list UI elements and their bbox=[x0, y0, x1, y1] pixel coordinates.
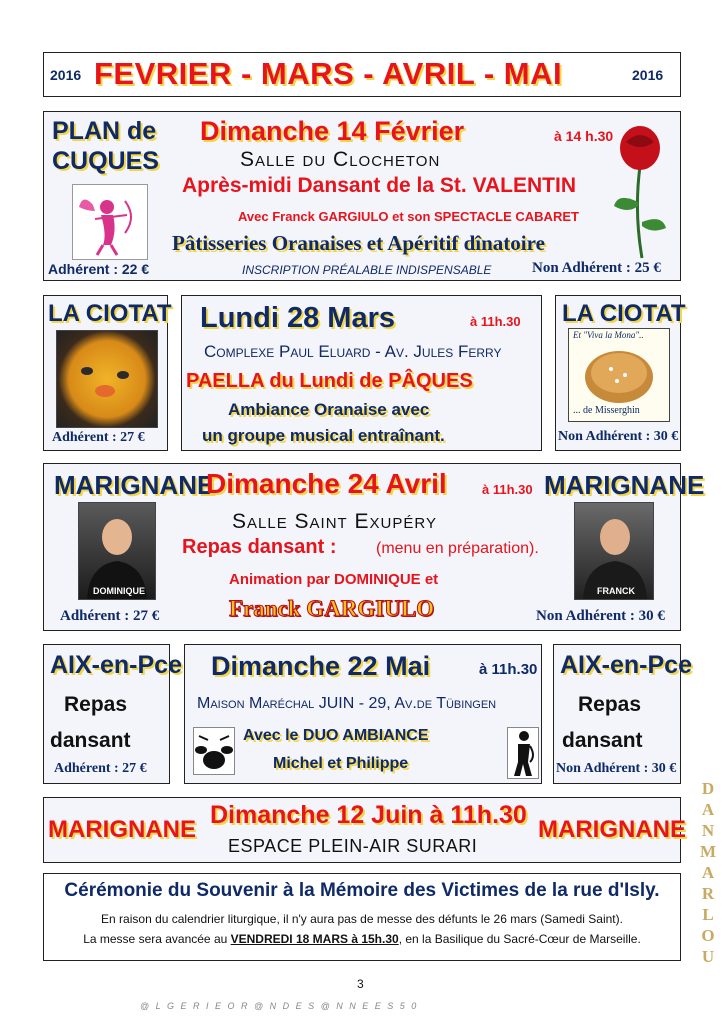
event-aix-right bbox=[553, 644, 692, 784]
member-price: Adhérent : 22 € bbox=[48, 261, 150, 277]
event-time: à 14 h.30 bbox=[554, 128, 614, 144]
person-icon bbox=[575, 503, 653, 599]
event-artist: Franck GARGIULO bbox=[229, 596, 435, 621]
cupid-image bbox=[72, 184, 148, 260]
event-venue: Salle Saint Exupéry bbox=[232, 510, 437, 533]
city-name-line1: PLAN de bbox=[52, 117, 157, 145]
event-venue: Salle du Clocheton bbox=[240, 148, 441, 171]
event-date: Dimanche 14 Février bbox=[200, 116, 465, 146]
event-band-members: Michel et Philippe bbox=[273, 755, 409, 772]
side-watermark: DANMARLOU bbox=[699, 779, 717, 966]
photo-franck bbox=[574, 502, 654, 600]
city-name-right: MARIGNANE bbox=[538, 816, 686, 843]
repas-label: Repas bbox=[578, 693, 642, 716]
dansant-label: dansant bbox=[562, 729, 643, 752]
event-plan-de-cuques bbox=[43, 111, 681, 281]
event-aix-center bbox=[184, 644, 542, 784]
event-band: Avec le DUO AMBIANCE bbox=[243, 727, 429, 744]
event-marignane-avril bbox=[43, 463, 705, 631]
member-price: Adhérent : 27 € bbox=[60, 608, 160, 624]
rose-icon bbox=[604, 122, 676, 260]
event-aix-left bbox=[43, 644, 182, 784]
ambiance-line2: un groupe musical entraînant. bbox=[202, 426, 445, 445]
page-title: FEVRIER - MARS - AVRIL - MAI bbox=[94, 56, 563, 91]
notice-line2 bbox=[44, 932, 680, 946]
mona-cake-image bbox=[568, 328, 670, 422]
photo-caption: DOMINIQUE bbox=[93, 586, 146, 596]
drum-kit-icon bbox=[194, 728, 234, 774]
event-time: à 11h.30 bbox=[482, 482, 533, 497]
event-food: Pâtisseries Oranaises et Apéritif dînatoire bbox=[172, 231, 545, 255]
city-name-left: MARIGNANE bbox=[48, 816, 196, 843]
city-name: AIX-en-Pce bbox=[50, 651, 182, 679]
member-price: Adhérent : 27 € bbox=[54, 761, 147, 776]
photo-caption: FRANCK bbox=[597, 586, 635, 596]
city-name-left: MARIGNANE bbox=[54, 470, 215, 500]
event-title-note: (menu en préparation). bbox=[376, 540, 539, 557]
city-name: AIX-en-Pce bbox=[560, 651, 692, 679]
city-name: LA CIOTAT bbox=[562, 300, 686, 327]
event-date: Dimanche 12 Juin à 11h.30 bbox=[210, 801, 527, 829]
notice-box bbox=[43, 873, 681, 961]
notice-line1: En raison du calendrier liturgique, il n'y aura pas de messe des défunts le 26 mars (Samedi Saint). bbox=[101, 912, 623, 926]
notice-date: VENDREDI 18 MARS à 15h.30 bbox=[230, 932, 399, 946]
event-date: Dimanche 24 Avril bbox=[206, 468, 447, 499]
event-animation: Animation par DOMINIQUE et bbox=[229, 571, 439, 588]
event-la-ciotat-right bbox=[555, 295, 686, 451]
event-time: à 11h.30 bbox=[479, 661, 538, 678]
rose-image bbox=[604, 122, 676, 260]
cake-caption-top: Et "Viva la Mona".. bbox=[573, 330, 644, 340]
event-title: Après-midi Dansant de la St. VALENTIN bbox=[182, 174, 577, 197]
nonmember-price: Non Adhérent : 30 € bbox=[558, 429, 679, 444]
event-time: à 11h.30 bbox=[470, 314, 521, 329]
notice-line2-end: , en la Basilique du Sacré-Cœur de Marseille. bbox=[398, 932, 641, 946]
city-name: LA CIOTAT bbox=[48, 300, 172, 327]
nonmember-price: Non Adhérent : 30 € bbox=[556, 761, 677, 776]
cupid-icon bbox=[73, 185, 147, 259]
city-name-line2: CUQUES bbox=[52, 147, 159, 175]
nonmember-price: Non Adhérent : 25 € bbox=[532, 260, 661, 276]
event-la-ciotat-center bbox=[181, 295, 542, 451]
year-left: 2016 bbox=[50, 67, 82, 83]
header-banner bbox=[43, 52, 681, 97]
member-price: Adhérent : 27 € bbox=[52, 430, 145, 445]
event-venue: Complexe Paul Eluard - Av. Jules Ferry bbox=[204, 342, 502, 361]
ambiance-line1: Ambiance Oranaise avec bbox=[228, 400, 430, 419]
footer-tagline: @ L G E R I E O R @ N D E S @ N N E E S 5 0 bbox=[140, 1001, 419, 1011]
event-guests: Avec Franck GARGIULO et son SPECTACLE CABARET bbox=[238, 209, 579, 224]
saxophone-image bbox=[507, 727, 539, 779]
saxophone-player-icon bbox=[508, 728, 538, 778]
photo-dominique bbox=[78, 502, 156, 600]
event-venue: ESPACE PLEIN-AIR SURARI bbox=[228, 836, 478, 856]
event-date: Dimanche 22 Mai bbox=[211, 651, 431, 681]
event-date: Lundi 28 Mars bbox=[200, 302, 395, 334]
page-number: 3 bbox=[357, 977, 364, 991]
person-icon bbox=[79, 503, 155, 599]
event-title: Repas dansant : bbox=[182, 536, 337, 558]
event-venue: Maison Maréchal JUIN - 29, Av.de Tübingen bbox=[197, 695, 497, 712]
cake-caption-bottom: ... de Misserghin bbox=[573, 405, 640, 416]
event-note: INSCRIPTION PRÉALABLE INDISPENSABLE bbox=[242, 263, 492, 277]
paella-icon bbox=[57, 331, 157, 427]
notice-line2-start: La messe sera avancée au bbox=[83, 932, 231, 946]
nonmember-price: Non Adhérent : 30 € bbox=[536, 608, 665, 624]
repas-label: Repas bbox=[64, 693, 128, 716]
city-name-right: MARIGNANE bbox=[544, 470, 705, 500]
event-la-ciotat-left bbox=[43, 295, 172, 451]
event-title: PAELLA du Lundi de PÂQUES bbox=[186, 370, 473, 392]
paella-image bbox=[56, 330, 158, 428]
drums-image bbox=[193, 727, 235, 775]
notice-title: Cérémonie du Souvenir à la Mémoire des Victimes de la rue d'Isly. bbox=[64, 880, 660, 901]
dansant-label: dansant bbox=[50, 729, 131, 752]
year-right: 2016 bbox=[632, 67, 664, 83]
event-marignane-juin bbox=[43, 797, 686, 863]
